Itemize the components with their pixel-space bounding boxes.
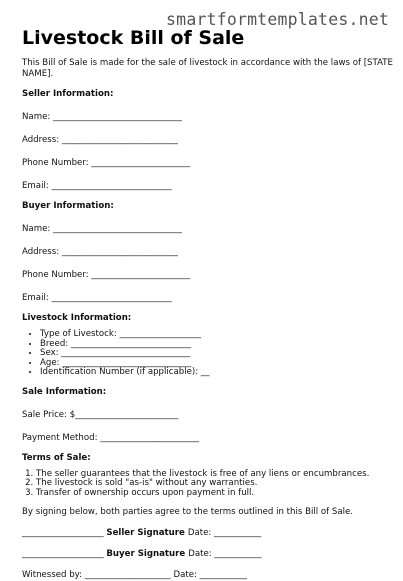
- buyer-name-field[interactable]: Name: ______________________________: [22, 224, 182, 234]
- buyer-email-field[interactable]: Email: ____________________________: [22, 293, 172, 303]
- seller-email-field[interactable]: Email: ____________________________: [22, 181, 172, 191]
- terms-list: [22, 470, 394, 499]
- seller-signature-row: [22, 528, 394, 539]
- livestock-list: [22, 330, 394, 378]
- intro-paragraph: This Bill of Sale is made for the sale of livestock in accordance with the laws of [STATE NAME].: [22, 58, 393, 79]
- seller-phone-field[interactable]: Phone Number: _______________________: [22, 158, 191, 168]
- sale-heading: Sale Information:: [22, 386, 107, 397]
- term-item: 3. Transfer of ownership occurs upon payment in full.: [36, 489, 394, 499]
- page-title: Livestock Bill of Sale: [22, 27, 245, 49]
- buyer-signature-line[interactable]: ___________________: [22, 549, 107, 559]
- witness-row: [22, 570, 394, 581]
- seller-date-field[interactable]: Date: ___________: [187, 528, 262, 538]
- seller-signature-label: Seller Signature: [106, 528, 188, 538]
- buyer-phone-field[interactable]: Phone Number: _______________________: [22, 270, 191, 280]
- livestock-type-field[interactable]: • Type of Livestock: ___________________: [40, 330, 394, 340]
- buyer-signature-label: Buyer Signature: [106, 549, 189, 559]
- witness-field[interactable]: Witnessed by: ____________________: [22, 570, 174, 580]
- buyer-address-field[interactable]: Address: ___________________________: [22, 247, 178, 257]
- buyer-date-field[interactable]: Date: ___________: [188, 549, 262, 559]
- document-page: [22, 26, 394, 581]
- livestock-age-field[interactable]: • Age: ______________________________: [40, 359, 394, 369]
- term-item: 2. The livestock is sold "as-is" without any warranties.: [36, 479, 394, 489]
- term-item: 1. The seller guarantees that the livestock is free of any liens or encumbrances.: [36, 470, 394, 480]
- sale-price-field[interactable]: Sale Price: $________________________: [22, 409, 179, 420]
- watermark: smartformtemplates.net: [166, 10, 389, 29]
- terms-heading: Terms of Sale:: [22, 452, 91, 463]
- payment-method-field[interactable]: Payment Method: _______________________: [22, 432, 200, 443]
- seller-signature-line[interactable]: ___________________: [22, 528, 107, 538]
- livestock-heading: Livestock Information:: [22, 313, 132, 323]
- livestock-id-field[interactable]: • Identification Number (if applicable): __: [40, 368, 394, 378]
- seller-name-field[interactable]: Name: ______________________________: [22, 112, 182, 122]
- seller-heading: Seller Information:: [22, 89, 114, 99]
- livestock-sex-field[interactable]: • Sex: ______________________________: [40, 349, 394, 359]
- agreement-text: By signing below, both parties agree to the terms outlined in this Bill of Sale.: [22, 507, 354, 517]
- livestock-breed-field[interactable]: • Breed: ____________________________: [40, 340, 394, 350]
- witness-date-field[interactable]: Date: ___________: [173, 570, 247, 580]
- buyer-heading: Buyer Information:: [22, 201, 114, 211]
- buyer-signature-row: [22, 549, 394, 560]
- seller-address-field[interactable]: Address: ___________________________: [22, 135, 178, 145]
